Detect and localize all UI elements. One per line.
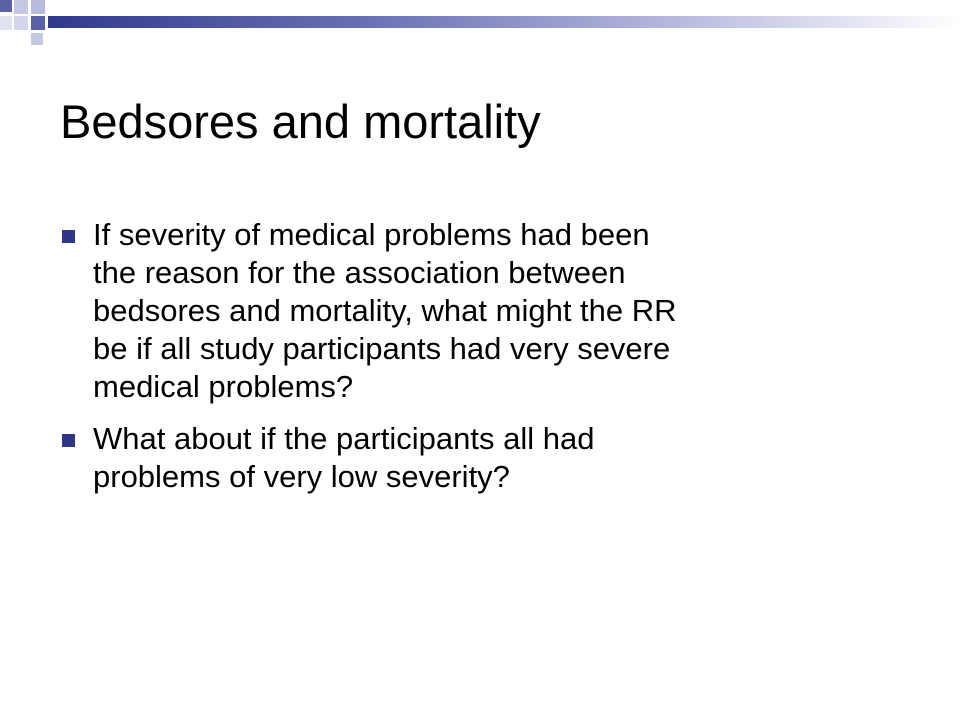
header-square-decoration <box>31 33 43 45</box>
square-bullet-icon <box>62 230 75 243</box>
header-square-decoration <box>31 16 45 30</box>
bullet-item <box>60 420 920 496</box>
bullet-text-line: bedsores and mortality, what might the RR <box>93 293 677 328</box>
bullet-text-line: If severity of medical problems had been <box>93 217 650 252</box>
header-square-decoration <box>0 0 12 12</box>
square-bullet-icon <box>62 434 75 447</box>
header-square-decoration <box>31 0 45 14</box>
bullet-text-line: be if all study participants had very severe <box>93 331 671 366</box>
bullet-text-line: medical problems? <box>93 369 354 404</box>
bullet-list <box>60 216 920 510</box>
header-gradient-bar <box>48 16 960 28</box>
header-square-decoration <box>14 16 28 30</box>
bullet-item <box>60 216 920 406</box>
header-square-decoration <box>14 0 28 14</box>
header-square-decoration <box>0 16 12 30</box>
slide-title: Bedsores and mortality <box>60 95 541 148</box>
bullet-text-line: problems of very low severity? <box>93 459 510 494</box>
bullet-text-line: the reason for the association between <box>93 255 626 290</box>
bullet-text-line: What about if the participants all had <box>93 421 595 456</box>
